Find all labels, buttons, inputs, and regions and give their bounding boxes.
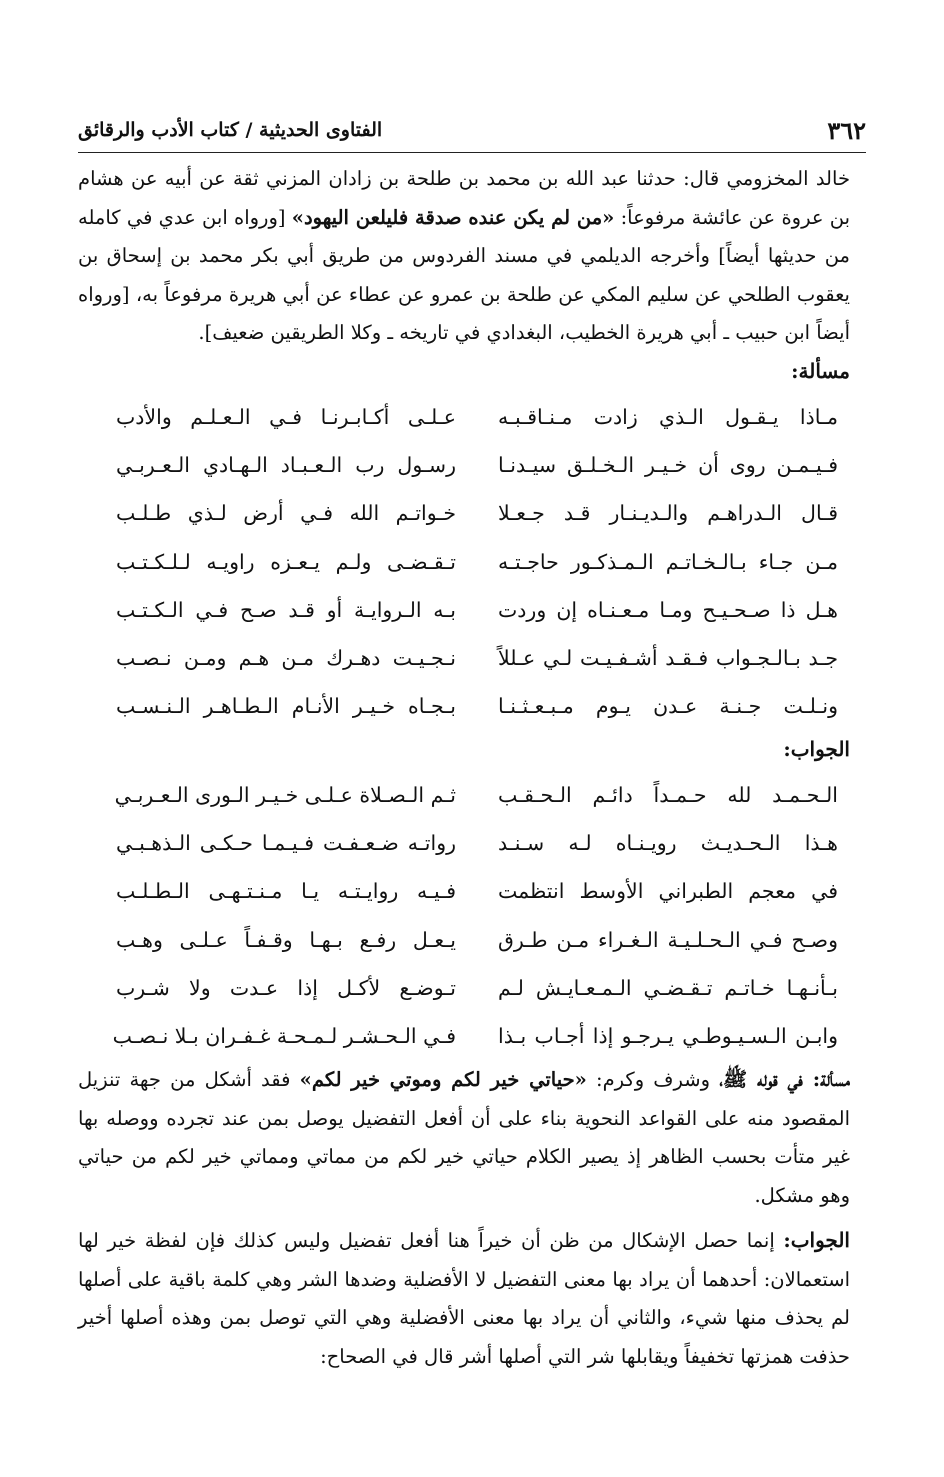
verse-first-hemistich: وصـح فـي الـحـلـيـة الـغـراء مـن طـرق xyxy=(498,927,838,952)
verse-first-hemistich: جـد بـالـجـواب فـقـد أشـفـيـت لـي عـللاً xyxy=(498,646,838,671)
verse-line xyxy=(78,771,850,819)
verse-second-hemistich: تـوضـع لأكـل إذا عـدت ولا شـرب xyxy=(116,975,456,1000)
page-header xyxy=(78,108,866,153)
verse-second-hemistich: نـجـيـت دهـرك مـن هـم ومـن نـصـب xyxy=(116,646,456,671)
paragraph-text: [ورواه ابن عدي في كامله من حديثها أيضاً] وأخرجه الديلمي في مسند الفردوس من طريق أبي بكر محمد بن إسحاق بن يعقوب الطلحي عن سليم المكي عن طلحة بن عمرو عن عطاء عن أبي هريرة مرفوعاً به، [ورواه أيضاً ابن حبيب ـ أبي هريرة الخطيب، البغدادي في تاريخه ـ وكلا الطريقين ضعيف]. xyxy=(78,205,850,344)
verse-first-hemistich: هـذا الـحـديـث رويـنـاه لـه سـنـد xyxy=(498,831,838,856)
verse-first-hemistich: وابـن الـسـيـوطـي يـرجـو إذا أجـاب بـذا xyxy=(498,1024,838,1049)
verse-first-hemistich: ونـلـت جـنـة عـدن يـوم مـبـعـثـنـا xyxy=(498,694,838,719)
verse-first-hemistich: بـأنـهـا خـاتـم تـقـضـي الـمـعـايـش لـم xyxy=(498,975,838,1000)
verse-second-hemistich: بـجـاه خـيـر الأنـام الـطـاهـر الـنـسـب xyxy=(116,694,456,719)
verse-line xyxy=(78,586,850,634)
verse-second-hemistich: رواتـه ضـعـفـت فـيـمـا حـكـى الـذهـبـي xyxy=(116,831,456,856)
verse-first-hemistich: هـل ذا صـحـيـح ومـا مـعـنـاه إن وردت xyxy=(498,597,838,622)
verse-line xyxy=(78,915,850,963)
question-label: مسألة: في قوله ﷺ، xyxy=(719,1067,850,1092)
verse-second-hemistich: ثـم الـصـلاة عـلـى خـيـر الـورى الـعـربـي xyxy=(114,782,456,807)
paragraph-text: خالد المخزومي قال: حدثنا عبد الله بن محمد بن طلحة بن زادان المزني ثقة عن أبيه عن هشام بن عروة عن عائشة مرفوعاً: xyxy=(78,167,850,229)
page-body xyxy=(78,160,850,1376)
verse-second-hemistich: خـواتـم الله فـي أرض لـذي طـلـب xyxy=(116,501,456,526)
verse-line xyxy=(78,634,850,682)
verse-second-hemistich: فـيـه روايـتـه يـا مـنـتـهـى الـطـلـب xyxy=(116,879,456,904)
verse-second-hemistich: فـي الـحـشـر لـمـحـة غـفـران بـلا نـصـب xyxy=(112,1024,456,1049)
page-number: ٣٦٢ xyxy=(827,115,866,145)
verse-second-hemistich: بـه الـروايـة أو قـد صـح فـي الـكـتـب xyxy=(116,597,456,622)
verse-first-hemistich: مـاذا يـقـول الـذي زادت مـنـاقـبـه xyxy=(498,404,838,429)
verse-line xyxy=(78,393,850,441)
paragraph-hadith-narration xyxy=(78,160,850,353)
answer-heading: الجواب: xyxy=(783,736,850,761)
verse-line xyxy=(78,867,850,915)
running-title: الفتاوى الحديثية / كتاب الأدب والرقائق xyxy=(78,119,383,141)
verse-line xyxy=(78,1012,850,1060)
verse-line xyxy=(78,537,850,585)
verse-line xyxy=(78,819,850,867)
question-poem xyxy=(78,393,850,731)
answer-label: الجواب: xyxy=(783,1228,850,1253)
paragraph-answer xyxy=(78,1221,850,1376)
answer-poem xyxy=(78,771,850,1061)
verse-first-hemistich: الـحـمـد لله حـمـداً دائـم الـحـقـب xyxy=(498,782,838,807)
verse-line xyxy=(78,441,850,489)
verse-first-hemistich: قـال الـدراهـم والـديـنـار قـد جـعـلا xyxy=(498,501,838,526)
verse-line xyxy=(78,682,850,730)
verse-first-hemistich: في معجم الطبراني الأوسط انتظمت xyxy=(498,879,838,904)
verse-line xyxy=(78,964,850,1012)
paragraph-text: وشرف وكرم: xyxy=(586,1068,720,1092)
verse-line xyxy=(78,489,850,537)
hadith-quote: «من لم يكن عنده صدقة فليلعن اليهود» xyxy=(291,205,615,229)
verse-second-hemistich: تـقـضـى ولـم يـعـزه راويـه لـلـكـتـب xyxy=(116,549,456,574)
paragraph-text: فقد أشكل من جهة تنزيل المقصود منه على القواعد النحوية بناء على أن أفعل التفضيل يوصل بمن عند تجرده ووصله بها غير متأت بحسب الظاهر إذ يصير الكلام حياتي خير لكم من مماتي ومماتي خير لكم من حياتي وهو مشكل. xyxy=(78,1068,850,1207)
verse-first-hemistich: فـيـمـن روى أن خـيـر الـخـلـق سيـدنـا xyxy=(498,452,838,477)
verse-second-hemistich: رسـول رب الـعـبـاد الـهـادي الـعـربـي xyxy=(116,452,456,477)
hadith-quote: «حياتي خير لكم وموتي خير لكم» xyxy=(299,1068,587,1092)
paragraph-question xyxy=(78,1060,850,1215)
verse-second-hemistich: عـلـى أكـابـرنـا فـي الـعـلـم والأدب xyxy=(116,404,456,429)
verse-second-hemistich: يـعـل رفـع بـهـا وقـفـاً عـلـى وهـب xyxy=(116,927,456,952)
paragraph-text: إنما حصل الإشكال من ظن أن خيراً هنا أفعل تفضيل وليس كذلك فإن لفظة خير لها استعمالان: أحدهما أن يراد بها معنى التفضيل لا الأفضلية وضدها الشر وهي كلمة باقية على أصلها لم يحذف منها شيء، والثاني أن يراد بها معنى الأفضلية وهي التي توصل بمن وهذه أصلها أخير حذفت همزتها تخفيفاً ويقابلها شر التي أصلها أشر قال في الصحاح: xyxy=(78,1229,850,1368)
verse-first-hemistich: مـن جـاء بـالـخـاتـم الـمـذكـور حاجـتـه xyxy=(498,549,838,574)
question-heading: مسألة: xyxy=(791,358,850,383)
